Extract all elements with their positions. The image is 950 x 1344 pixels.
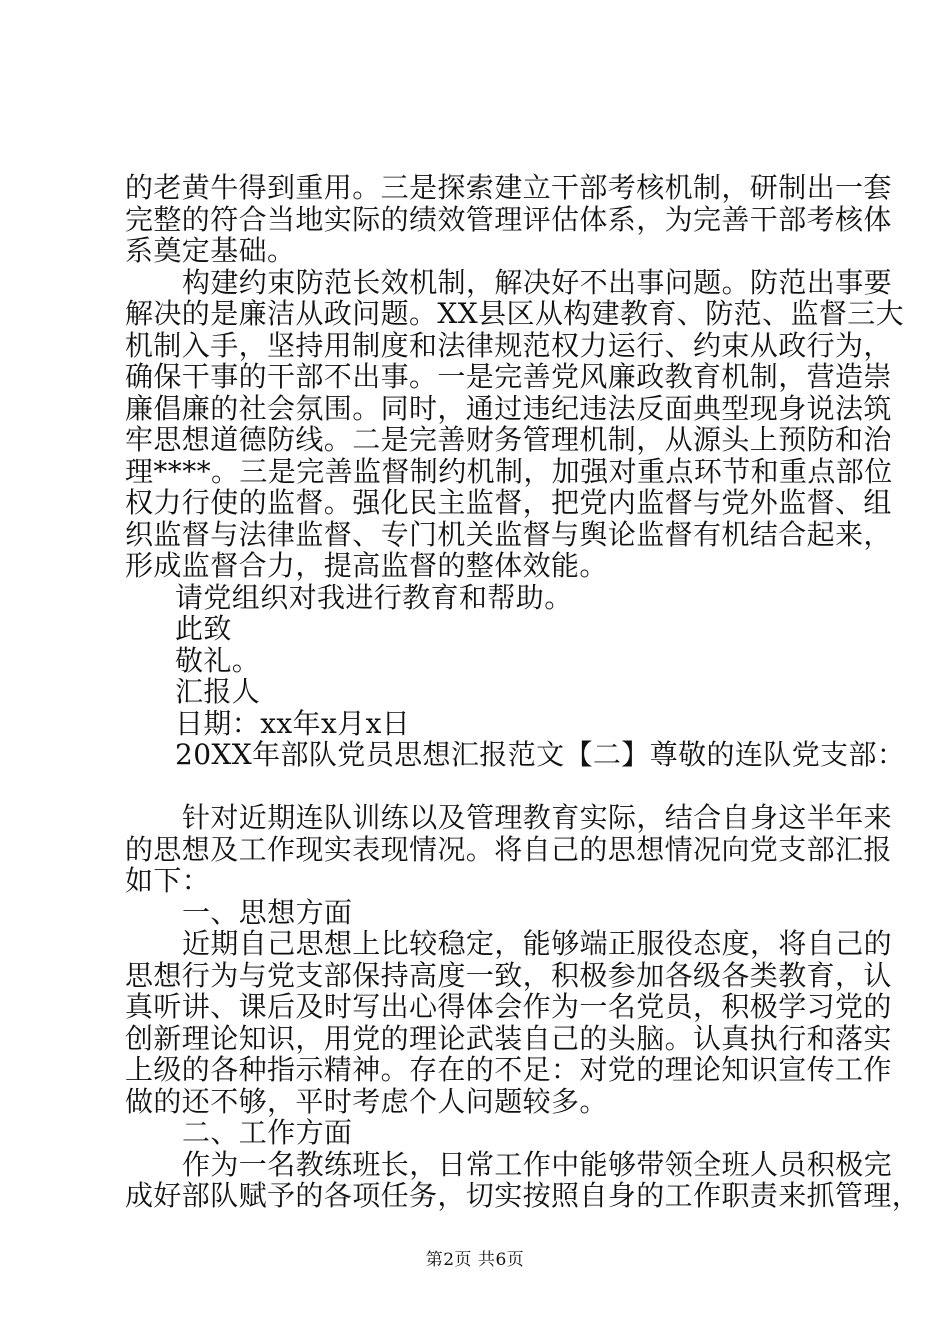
text-line: 权力行使的监督。强化民主监督，把党内监督与党外监督、组: [125, 486, 892, 519]
text-line: 汇报人: [175, 675, 261, 708]
text-line: 20XX年部队党员思想汇报范文【二】尊敬的连队党支部：: [175, 738, 906, 771]
text-line: 思想行为与党支部保持高度一致，积极参加各级各类教育，认: [125, 958, 892, 992]
text-line: 的老黄牛得到重用。三是探索建立干部考核机制，研制出一套: [125, 171, 892, 204]
text-line: 机制入手，坚持用制度和法律规范权力运行、约束从政行为，: [125, 328, 892, 362]
text-line: 二、工作方面: [182, 1116, 353, 1149]
text-line: 针对近期连队训练以及管理教育实际，结合自身这半年来: [182, 801, 893, 834]
text-line: 如下：: [125, 864, 211, 897]
text-line: 确保干事的干部不出事。一是完善党风廉政教育机制，营造崇: [125, 360, 892, 393]
text-line: 敬礼。: [175, 643, 261, 677]
text-line: 此致: [175, 612, 232, 645]
page-footer: 第2页 共6页: [425, 1250, 525, 1270]
text-line: 真听讲、课后及时写出心得体会作为一名党员，积极学习党的: [125, 990, 892, 1023]
text-line: 完整的符合当地实际的绩效管理评估体系，为完善干部考核体: [125, 202, 892, 236]
text-line: 廉倡廉的社会氛围。同时，通过违纪违法反面典型现身说法筑: [125, 391, 892, 425]
text-line: 请党组织对我进行教育和帮助。: [175, 580, 573, 614]
text-line: 上级的各种指示精神。存在的不足：对党的理论知识宣传工作: [125, 1053, 892, 1086]
text-line: 近期自己思想上比较稳定，能够端正服役态度，将自己的: [182, 927, 893, 960]
text-line: 解决的是廉洁从政问题。XX县区从构建教育、防范、监督三大: [125, 297, 905, 330]
blank-line: [125, 771, 835, 803]
text-line: 做的还不够，平时考虑个人问题较多。: [125, 1084, 608, 1118]
text-line: 织监督与法律监督、专门机关监督与舆论监督有机结合起来，: [125, 517, 892, 551]
document-body: [125, 171, 921, 1212]
text-line: 成好部队赋予的各项任务，切实按照自身的工作职责来抓管理，: [125, 1179, 921, 1212]
text-line: 作为一名教练班长，日常工作中能够带领全班人员积极完: [182, 1147, 893, 1181]
text-line: 牢思想道德防线。二是完善财务管理机制，从源头上预防和治: [125, 423, 892, 456]
text-line: 的思想及工作现实表现情况。将自己的思想情况向党支部汇报: [125, 832, 892, 866]
text-line: 创新理论知识，用党的理论武装自己的头脑。认真执行和落实: [125, 1021, 892, 1055]
text-line: 构建约束防范长效机制，解决好不出事问题。防范出事要: [182, 265, 893, 299]
text-line: 理****。三是完善监督制约机制，加强对重点环节和重点部位: [125, 454, 893, 488]
text-line: 一、思想方面: [182, 895, 353, 929]
text-line: 日期：xx年x月x日: [175, 706, 411, 740]
text-line: 系奠定基础。: [125, 234, 296, 267]
paragraph-block-2: [125, 801, 921, 1212]
text-line: 形成监督合力，提高监督的整体效能。: [125, 549, 608, 582]
paragraph-block-1: [125, 171, 905, 582]
closing-block: [125, 580, 906, 771]
